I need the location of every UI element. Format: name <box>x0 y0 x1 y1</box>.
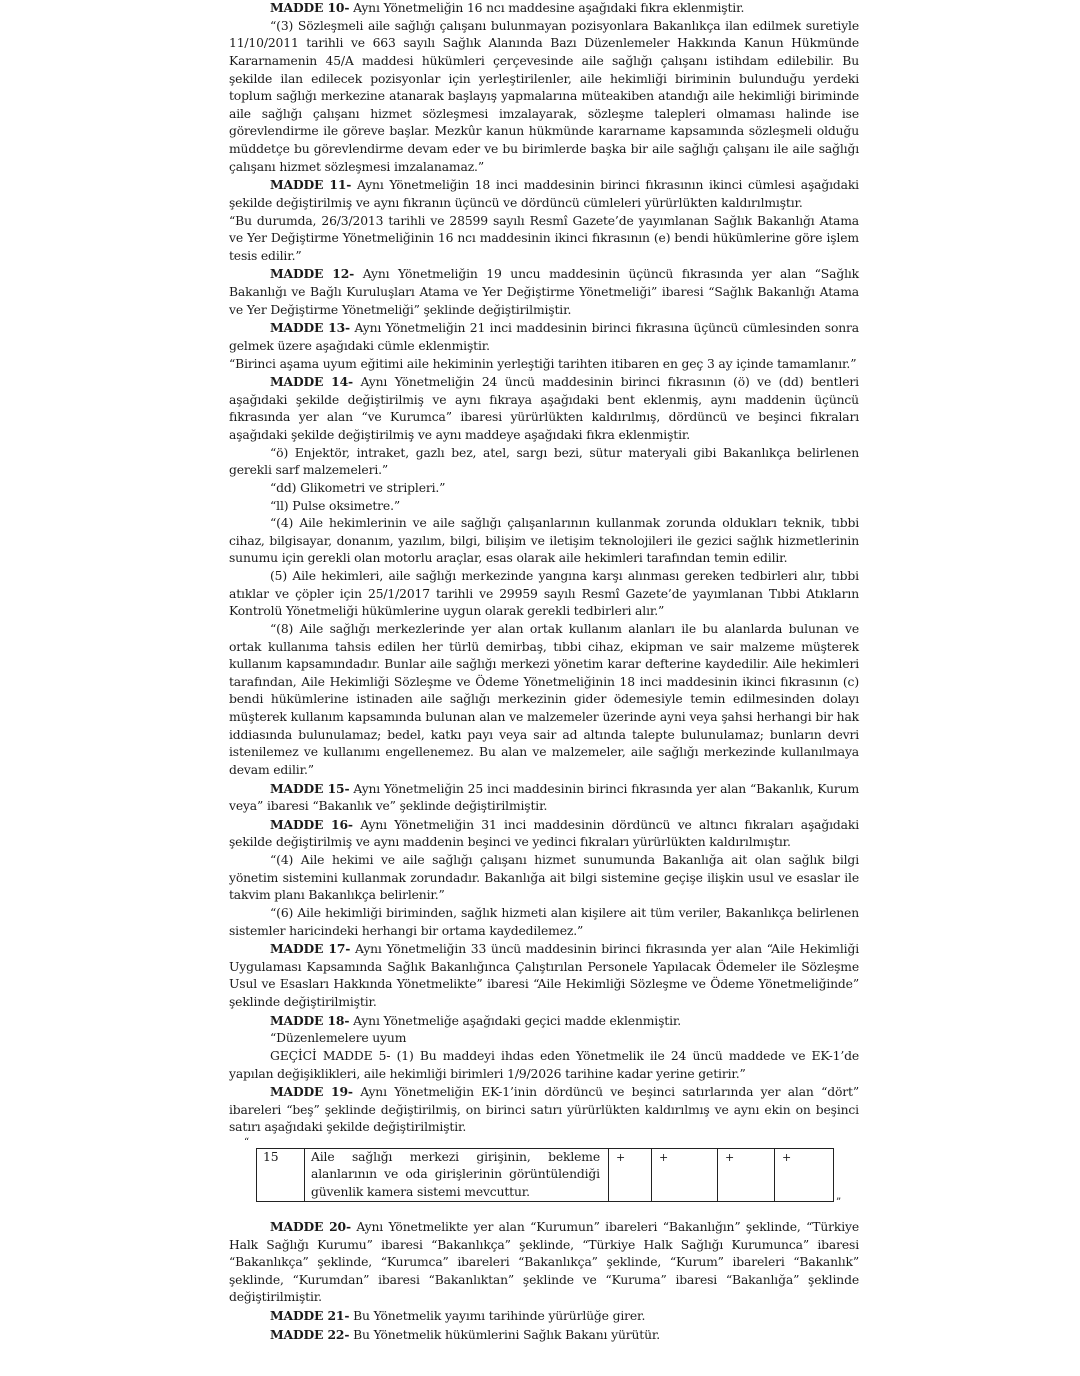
article-paragraph <box>229 1307 859 1326</box>
paragraph-text: “Birinci aşama uyum eğitimi aile hekiminin yerleştiği tarihten itibaren en geç 3 ay içinde tamamlanır.” <box>229 356 857 371</box>
paragraph-text: “dd) Glikometri ve stripleri.” <box>270 480 446 495</box>
article-paragraph <box>229 940 859 1012</box>
table-row <box>257 1149 834 1202</box>
paragraph-text: Aynı Yönetmeliğin 25 inci maddesinin birinci fıkrasında yer alan “Bakanlık, Kurum veya” ibaresi “Bakanlık ve” şeklinde değiştirilmiştir. <box>229 781 859 814</box>
article-paragraph <box>229 176 859 212</box>
table-open-quote: “ <box>244 1137 249 1148</box>
article-label: MADDE 20- <box>270 1218 351 1234</box>
row-number-cell: 15 <box>257 1149 305 1202</box>
paragraph-text: “ll) Pulse oksimetre.” <box>270 498 401 513</box>
quoted-paragraph <box>229 18 859 177</box>
ek1-table-wrapper <box>256 1148 841 1209</box>
quoted-paragraph <box>229 213 859 266</box>
article-label: MADDE 12- <box>270 266 355 282</box>
article-label: MADDE 15- <box>270 780 350 796</box>
article-paragraph <box>229 1012 859 1031</box>
paragraph-text: Aynı Yönetmeliğin 21 inci maddesinin birinci fıkrasına üçüncü cümlesinden sonra gelmek üzere aşağıdaki cümle eklenmiştir. <box>229 321 859 353</box>
quoted-paragraph <box>229 852 859 905</box>
paragraph-text: Aynı Yönetmeliğin 18 inci maddesinin birinci fıkrasının ikinci cümlesi aşağıdaki şekilde değiştirilmiş ve aynı fıkranın üçüncü ve dördüncü cümleleri yürürlükten kaldırılmıştır. <box>229 178 859 210</box>
article-paragraph <box>229 265 859 319</box>
document-page <box>229 0 859 1344</box>
quoted-paragraph <box>229 498 859 516</box>
article-paragraph <box>229 1326 859 1345</box>
paragraph-text: Aynı Yönetmeliğin 24 üncü maddesinin birinci fıkrasının (ö) ve (dd) bentleri aşağıdaki şekilde değiştirilmiş ve aynı fıkraya aşağıdaki bent eklenmiş, aynı maddenin üçüncü fıkrasında yer alan “ve Kurumca” ibaresi yürürlükten kaldırılmış, dördüncü ve beşinci fıkraları aşağıdaki şekilde değiştirilmiş ve aynı maddeye aşağıdaki fıkra eklenmiştir. <box>229 375 859 442</box>
paragraph-text: Aynı Yönetmeliğin 19 uncu maddesinin üçüncü fıkrasında yer alan “Sağlık Bakanlığı ve Bağlı Kuruluşları Atama ve Yer Değiştirme Yönetmeliği” ibaresi “Sağlık Bakanlığı Atama ve Yer Değiştirme Yönetmeliği” şeklinde değiştirilmiştir. <box>229 267 860 317</box>
quoted-paragraph <box>229 515 859 568</box>
quoted-paragraph <box>229 1030 859 1048</box>
paragraph-text: Aynı Yönetmeliğin EK-1’inin dördüncü ve beşinci satırlarında yer alan “dört” ibareleri “beş” şeklinde değiştirilmiş, on birinci satırı yürürlükten kaldırılmış ve aynı ekin on beşinci satırı aşağıdaki şekilde değiştirilmiştir. <box>229 1085 859 1135</box>
article-paragraph <box>229 1083 859 1137</box>
article-label: MADDE 19- <box>270 1084 353 1100</box>
ek1-table <box>256 1148 834 1202</box>
paragraph-text: “(8) Aile sağlığı merkezlerinde yer alan ortak kullanım alanları ile bu alanlarda bulunan ve ortak kullanıma tahsis edilen her türlü demirbaş, tıbbi cihaz, ekipman ve sair malzeme müşterek kullanım kapsamındadır. Bunlar aile sağlığı merkezi yönetim karar defterine kaydedilir. Aile hekimleri tarafından, Aile Hekimliği Sözleşme ve Ödeme Yönetmeliğinin 18 inci maddesinin ikinci fıkrasının (c) bendi hükümlerine istinaden aile sağlığı merkezinin gider ödemesiyle temin edilmesinden dolayı müşterek kullanım kapsamında bulunan alan ve malzemeler üzerinde ayni veya şahsi herhangi bir hak iddiasında bulunulamaz; bedel, katkı payı veya sair ad altında talepte bulunulamaz; bunların devri istenilemez ve kullanımı engellenemez. Bu alan ve malzemeler, aile sağlığı merkezinde kullanılmaya devam edilir.” <box>229 621 859 777</box>
quoted-paragraph <box>229 445 859 480</box>
article-label: MADDE 18- <box>270 1012 350 1028</box>
article-paragraph <box>229 319 859 355</box>
row-mark-cell: + <box>775 1149 834 1202</box>
quoted-paragraph <box>229 1048 859 1083</box>
article-paragraph <box>229 816 859 852</box>
article-label: MADDE 14- <box>270 374 354 390</box>
row-description-cell: Aile sağlığı merkezi girişinin, bekleme alanlarının ve oda girişlerinin görüntülendiği güvenlik kamera sistemi mevcuttur. <box>305 1149 609 1202</box>
row-mark-cell: + <box>652 1149 718 1202</box>
paragraph-text: “Düzenlemelere uyum <box>270 1031 407 1046</box>
paragraph-text: “(6) Aile hekimliği biriminden, sağlık hizmeti alan kişilere ait tüm veriler, Bakanlıkça belirlenen sistemler haricindeki herhangi bir ortama kaydedilemez.” <box>229 905 859 938</box>
paragraph-text: Aynı Yönetmeliğin 33 üncü maddesinin birinci fıkrasında yer alan “Aile Hekimliği Uygulaması Kapsamında Sağlık Bakanlığınca Çalıştırılan Personele Yapılacak Ödemeler ile Sözleşme Usul ve Esasları Hakkında Yönetmelikte” ibaresi “Aile Hekimliği Sözleşme ve Ödeme Yönetmeliğinde” şeklinde değiştirilmiştir. <box>229 942 859 1009</box>
article-paragraph <box>229 780 859 816</box>
quoted-paragraph <box>229 356 859 374</box>
article-label: MADDE 16- <box>270 816 353 832</box>
closing-articles-section <box>229 1218 859 1344</box>
article-paragraph <box>229 373 859 445</box>
table-close-quote: ” <box>836 1197 841 1209</box>
article-label: MADDE 13- <box>270 320 351 336</box>
articles-section <box>229 0 859 1137</box>
paragraph-text: Aynı Yönetmeliğin 31 inci maddesinin dördüncü ve altıncı fıkraları aşağıdaki şekilde değiştirilmiş ve aynı maddenin beşinci ve yedinci fıkraları yürürlükten kaldırılmıştır. <box>229 817 860 850</box>
article-label: MADDE 17- <box>270 941 351 957</box>
paragraph-text: Aynı Yönetmeliğe aşağıdaki geçici madde eklenmiştir. <box>349 1013 682 1028</box>
row-mark-cell: + <box>718 1149 775 1202</box>
quoted-paragraph <box>229 568 859 621</box>
quoted-paragraph <box>229 621 859 780</box>
paragraph-text: Aynı Yönetmeliğin 16 ncı maddesine aşağıdaki fıkra eklenmiştir. <box>349 1 745 15</box>
paragraph-text: Bu Yönetmelik hükümlerini Sağlık Bakanı yürütür. <box>349 1327 661 1342</box>
quoted-paragraph <box>229 905 859 940</box>
article-label: MADDE 11- <box>270 177 352 193</box>
paragraph-text: (5) Aile hekimleri, aile sağlığı merkezinde yangına karşı alınması gereken tedbirleri alır, tıbbi atıklar ve çöpler için 25/1/2017 tarihli ve 29959 sayılı Resmî Gazete’de yayımlanan Tıbbi Atıkların Kontrolü Yönetmeliği hükümlerine uygun olarak gerekli tedbirleri alır.” <box>229 569 859 619</box>
paragraph-text: “Bu durumda, 26/3/2013 tarihli ve 28599 sayılı Resmî Gazete’de yayımlanan Sağlık Bakanlığı Atama ve Yer Değiştirme Yönetmeliğinin 16 ncı maddesinin ikinci fıkrasının (e) bendi hükümlerine göre işlem tesis edilir.” <box>229 213 859 263</box>
quoted-paragraph <box>229 480 859 498</box>
article-label: MADDE 22- <box>270 1326 350 1342</box>
row-mark-cell: + <box>609 1149 652 1202</box>
paragraph-text: Bu Yönetmelik yayımı tarihinde yürürlüğe girer. <box>349 1309 646 1324</box>
article-paragraph <box>229 0 859 18</box>
paragraph-text: “(4) Aile hekimi ve aile sağlığı çalışanı hizmet sunumunda Bakanlığa ait olan sağlık bilgi yönetim sistemini kullanmak zorundadır. Bakanlığa ait bilgi sistemine geçişe ilişkin usul ve esaslar ile takvim planı Bakanlıkça belirlenir.” <box>229 853 859 903</box>
paragraph-text: “ö) Enjektör, intraket, gazlı bez, atel, sargı bezi, sütur materyali gibi Bakanlıkça belirlenen gerekli sarf malzemeleri.” <box>229 445 859 478</box>
paragraph-text: Aynı Yönetmelikte yer alan “Kurumun” ibareleri “Bakanlığın” şeklinde, “Türkiye Halk Sağlığı Kurumu” ibaresi “Bakanlıkça” şeklinde, “Türkiye Halk Sağlığı Kurumunca” ibaresi “Bakanlıkça” şeklinde, “Kurumca” ibareleri “Bakanlıkça” şeklinde, “Kurum” ibareleri “Bakanlık” şeklinde, “Kurumdan” ibaresi “Bakanlıktan” şeklinde ve “Kuruma” ibaresi “Bakanlığa” şeklinde değiştirilmiştir. <box>229 1219 860 1305</box>
article-paragraph <box>229 1218 859 1307</box>
article-label: MADDE 10- <box>270 0 350 15</box>
paragraph-text: “(3) Sözleşmeli aile sağlığı çalışanı bulunmayan pozisyonlara Bakanlıkça ilan edilmek suretiyle 11/10/2011 tarihli ve 663 sayılı Sağlık Alanında Bazı Düzenlemeler Hakkında Kanun Hükmünde Kararnamenin 45/A maddesi hükümleri çerçevesinde aile sağlığı çalışanı istihdam edilebilir. Bu şekilde ilan edilecek pozisyonlar için yerleştirilenler, aile hekimliği biriminin bulunduğu yerdeki toplum sağlığı merkezine atanarak başlayış yapmalarına müteakiben atandığı aile hekimliği biriminde aile sağlığı çalışanı hizmet sözleşmesi imzalayarak, sözleşme talepleri olmaması halinde ise görevlendirme ile göreve başlar. Mezkûr kanun hükmünde kararname kapsamında sözleşmeli olduğu müddetçe bu görevlendirme devam eder ve bu birimlerde başka bir aile sağlığı çalışanı ile aile sağlığı çalışanı hizmet sözleşmesi imzalanamaz.” <box>229 18 859 174</box>
paragraph-text: “(4) Aile hekimlerinin ve aile sağlığı çalışanlarının kullanmak zorunda oldukları teknik, tıbbi cihaz, bilgisayar, donanım, yazılım, bilgi, bilişim ve iletişim teknolojileri ile gezici sağlık hizmetlerinin sunumu için gerekli olan motorlu araçlar, esas olarak aile hekimleri tarafından temin edilir. <box>229 516 859 566</box>
article-label: MADDE 21- <box>270 1308 350 1324</box>
paragraph-text: GEÇİCİ MADDE 5- (1) Bu maddeyi ihdas eden Yönetmelik ile 24 üncü maddede ve EK-1’de yapılan değişiklikleri, aile hekimliği birimleri 1/9/2026 tarihine kadar yerine getirir.” <box>229 1048 859 1081</box>
